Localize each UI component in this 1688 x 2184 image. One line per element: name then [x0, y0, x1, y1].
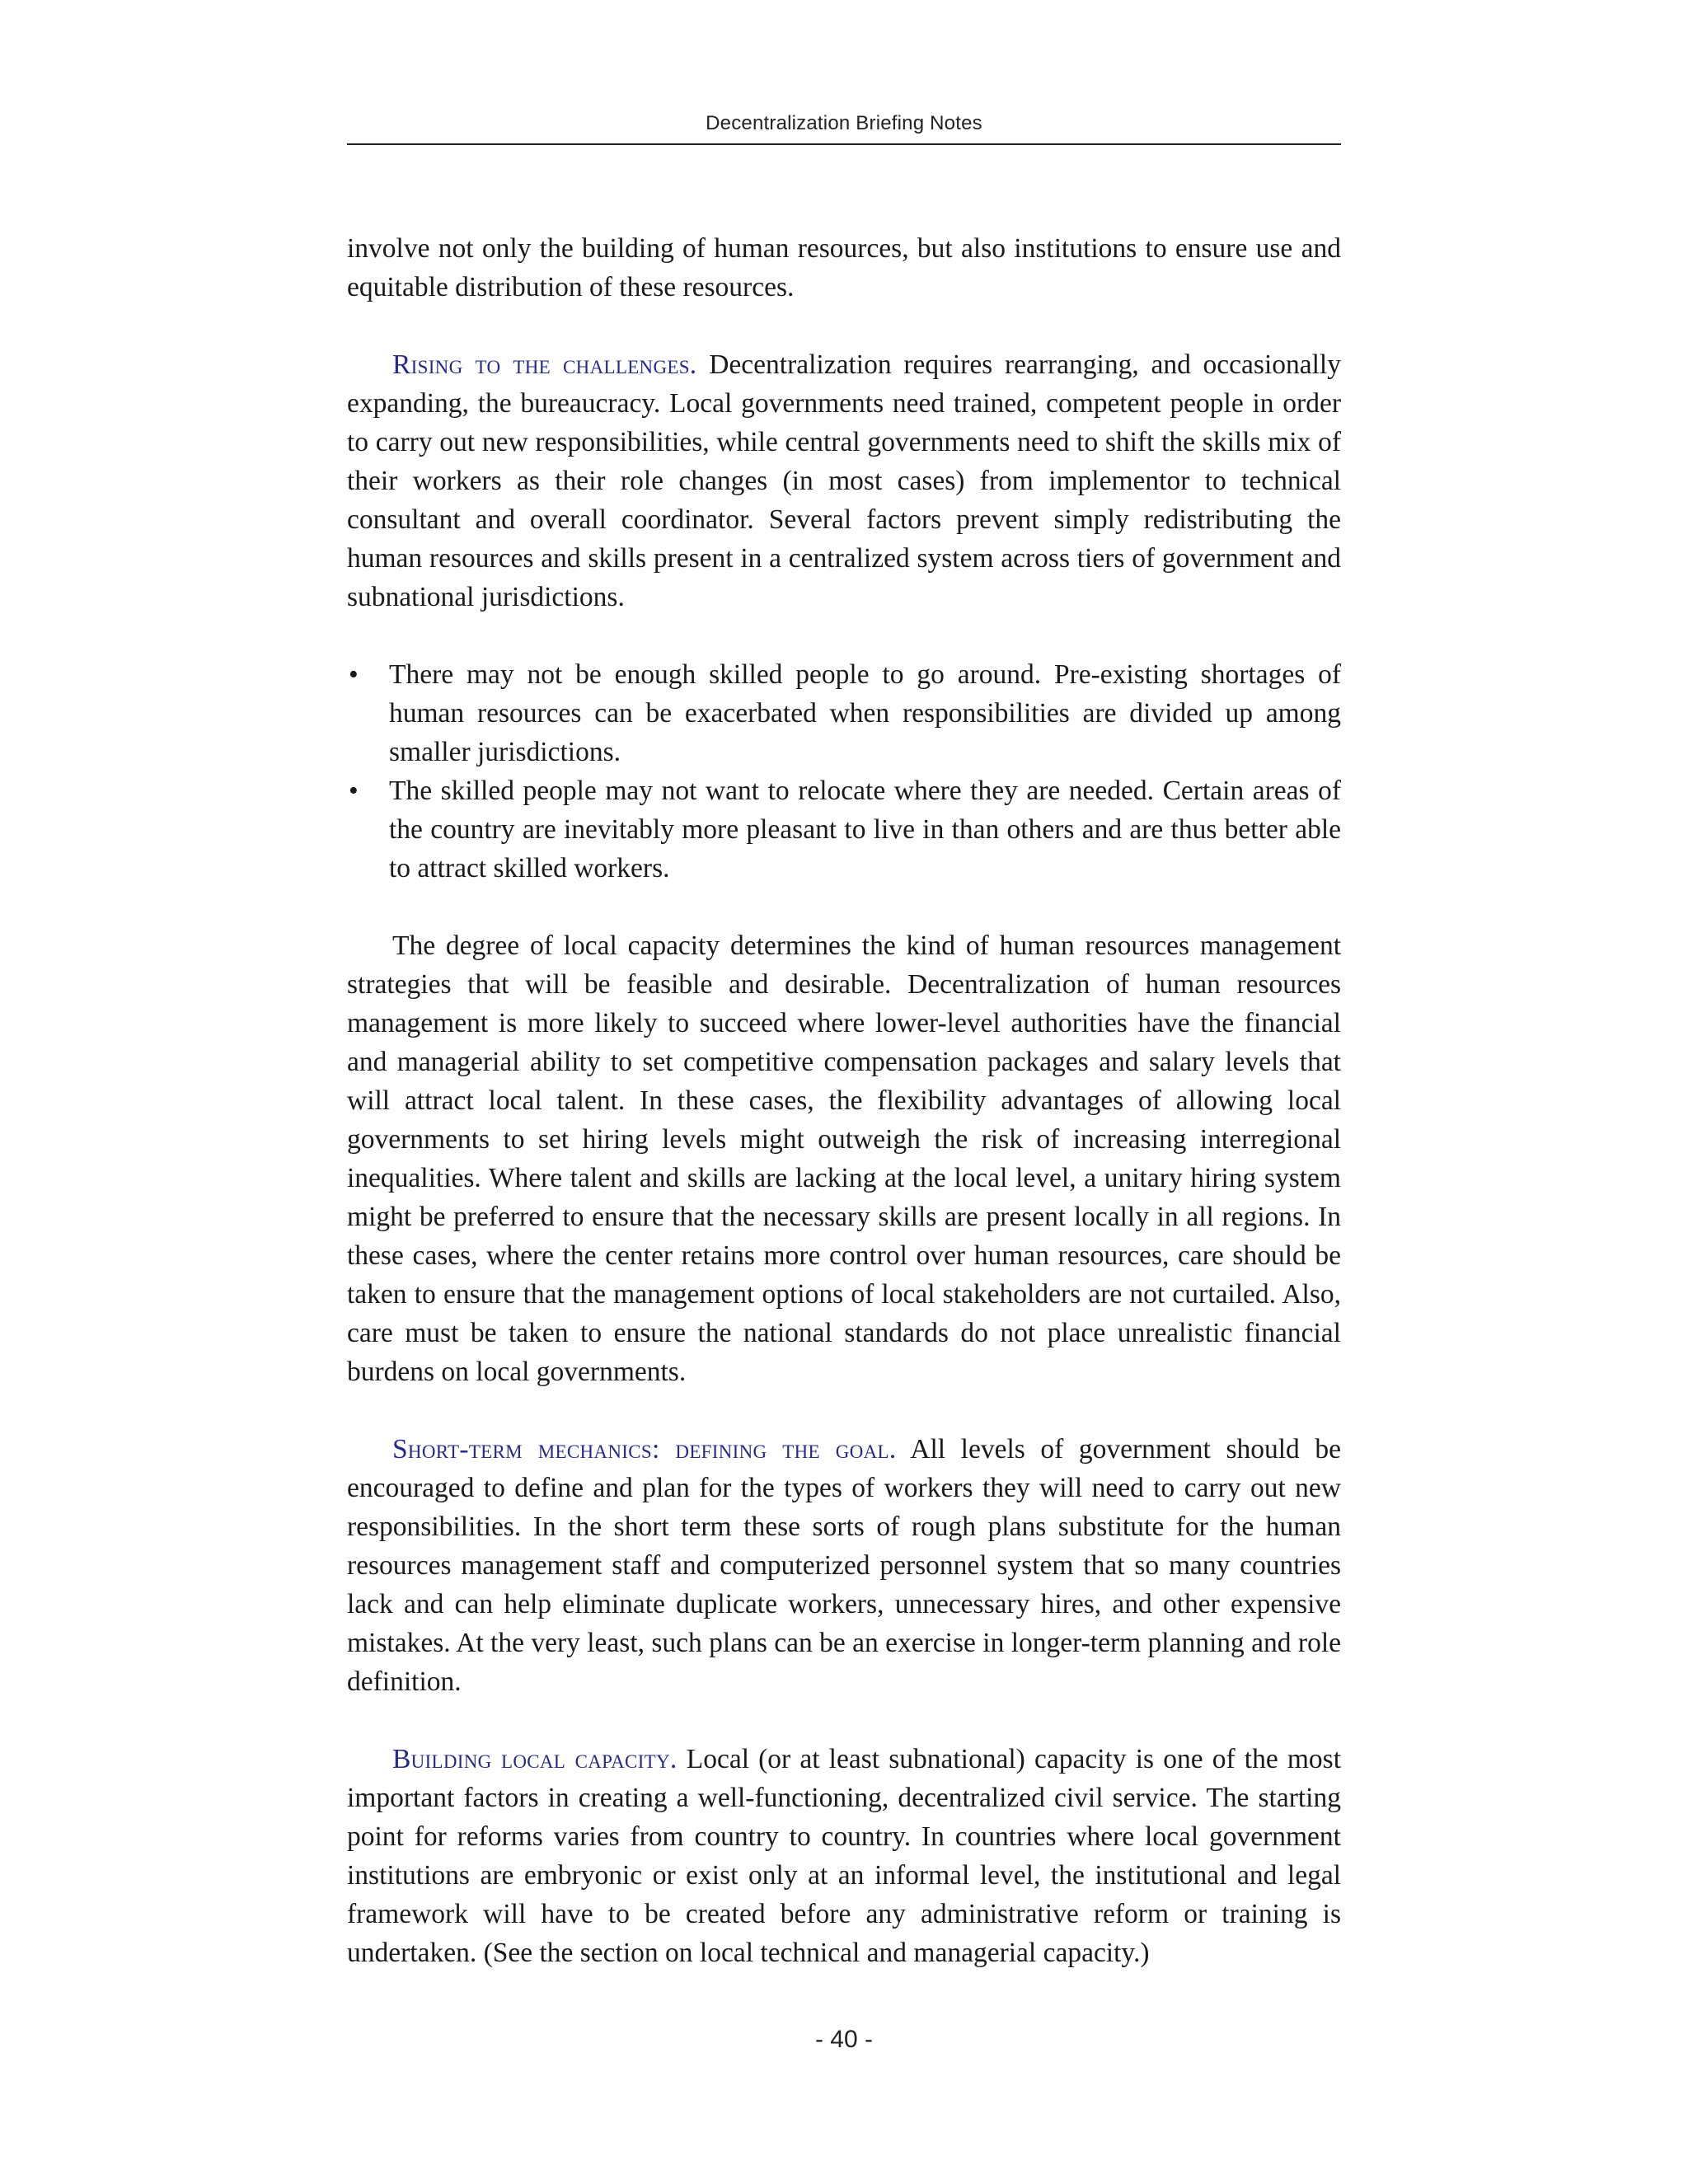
bullet-text: There may not be enough skilled people to go around. Pre-existing shortages of human resources can be exacerbated when responsibilities are divided up among smaller jurisdictions.	[389, 659, 1341, 767]
paragraph-text: All levels of government should be encouraged to define and plan for the types of workers they will need to carry out new responsibilities. In the short term these sorts of rough plans substitute for the human resources management staff and computerized personnel system that so many countries lack and can help eliminate duplicate workers, unnecessary hires, and other expensive mistakes. At the very least, such plans can be an exercise in longer-term planning and role definition.	[347, 1434, 1341, 1697]
paragraph-building-local-capacity	[347, 1740, 1341, 1972]
paragraph-short-term-mechanics	[347, 1430, 1341, 1701]
lead-in-heading: Rising to the challenges.	[392, 349, 697, 380]
bullet-item	[347, 655, 1341, 771]
paragraph-continuation: involve not only the building of human resources, but also institutions to ensure use and equitable distribution of these resources.	[347, 233, 1341, 302]
paragraph-local-capacity: The degree of local capacity determines the kind of human resources management strategies that will be feasible and desirable. Decentralization of human resources management is more likely to succeed where lower-level authorities have the financial and managerial ability to set competitive compensation packages and salary levels that will attract local talent. In these cases, the flexibility advantages of allowing local governments to set hiring levels might outweigh the risk of increasing interregional inequalities. Where talent and skills are lacking at the local level, a unitary hiring system might be preferred to ensure that the necessary skills are present locally in all regions. In these cases, where the center retains more control over human resources, care should be taken to ensure that the management options of local stakeholders are not curtailed. Also, care must be taken to ensure the national standards do not place unrealistic financial burdens on local governments.	[347, 930, 1341, 1387]
paragraph-text: Decentralization requires rearranging, and occasionally expanding, the bureaucracy. Local governments need trained, competent people in order to carry out new responsibilities, while central governments need to shift the skills mix of their workers as their role changes (in most cases) from implementor to technical consultant and overall coordinator. Several factors prevent simply redistributing the human resources and skills present in a centralized system across tiers of government and subnational jurisdictions.	[347, 349, 1341, 612]
running-header: Decentralization Briefing Notes	[706, 112, 982, 134]
page-number: - 40 -	[814, 2026, 874, 2053]
header-rule	[347, 143, 1341, 145]
body-text	[347, 229, 1341, 2011]
bullet-text: The skilled people may not want to relocate where they are needed. Certain areas of the country are inevitably more pleasant to live in than others and are thus better able to attract skilled workers.	[389, 776, 1341, 883]
bullet-icon: •	[349, 659, 359, 690]
bullet-list	[347, 655, 1341, 888]
lead-in-heading: Short-term mechanics: defining the goal.	[392, 1434, 897, 1465]
bullet-icon: •	[349, 776, 359, 806]
paragraph-text: Local (or at least subnational) capacity is one of the most important factors in creating a well-functioning, decentralized civil service. The starting point for reforms varies from country to country. In countries where local government institutions are embryonic or exist only at an informal level, the institutional and legal framework will have to be created before any administrative reform or training is undertaken. (See the section on local technical and managerial capacity.)	[347, 1744, 1341, 1968]
lead-in-heading: Building local capacity.	[392, 1744, 678, 1774]
bullet-item	[347, 771, 1341, 888]
paragraph-rising-to-challenges	[347, 345, 1341, 616]
document-page	[347, 0, 1341, 2184]
